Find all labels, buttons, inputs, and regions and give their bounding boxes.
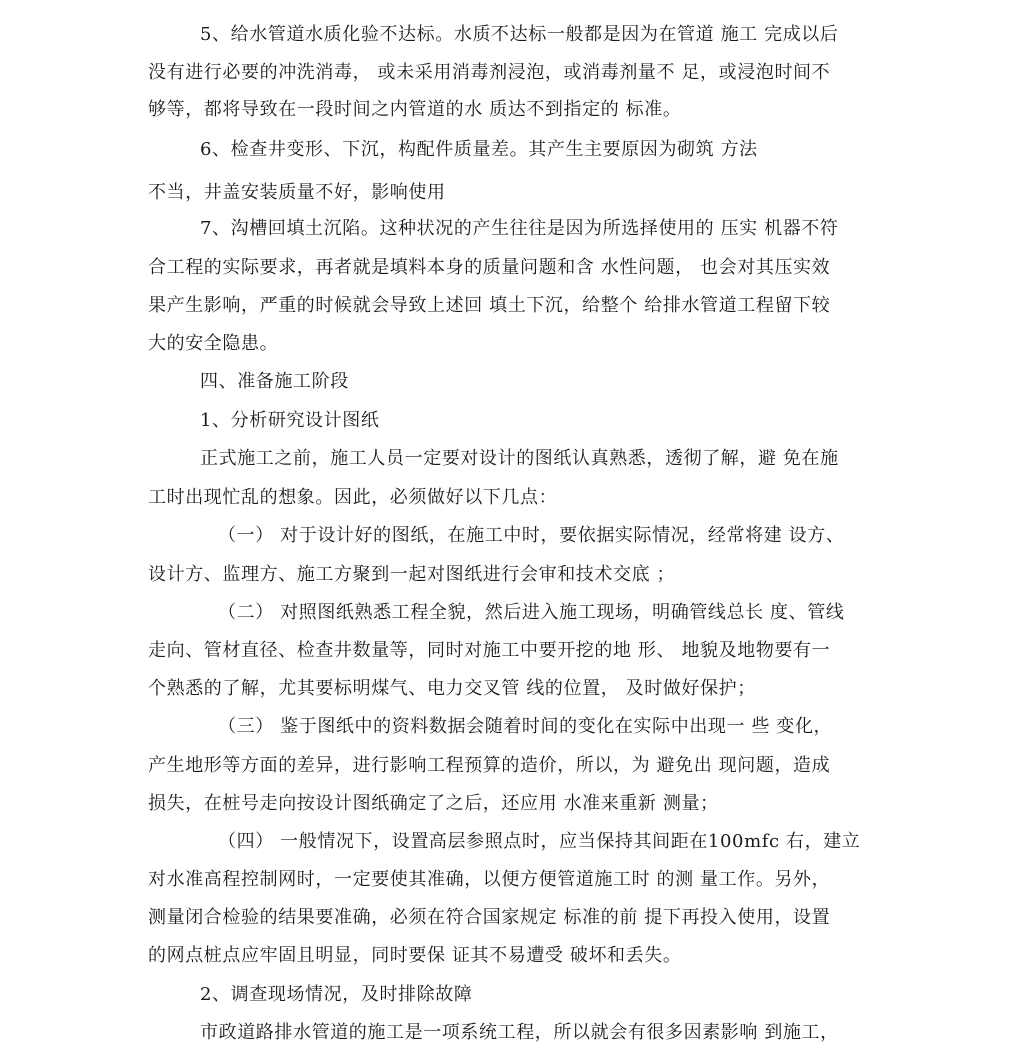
- list-item-line: 个熟悉的了解，尤其要标明煤气、电力交叉管 线的位置， 及时做好保护；: [148, 678, 756, 699]
- paragraph-line: 6、检查井变形、下沉，构配件质量差。其产生主要原因为砌筑 方法: [200, 139, 758, 160]
- paragraph-line: 7、沟槽回填土沉陷。这种状况的产生往往是因为所选择使用的 压实 机器不符: [200, 218, 839, 239]
- paragraph-line: 合工程的实际要求，再者就是填料本身的质量问题和含 水性问题， 也会对其压实效: [148, 257, 831, 278]
- paragraph-line: 不当，井盖安装质量不好，影响使用: [148, 182, 446, 203]
- paragraph-line: 工时出现忙乱的想象。因此，必须做好以下几点：: [148, 487, 558, 508]
- paragraph-line: 没有进行必要的冲洗消毒， 或未采用消毒剂浸泡，或消毒剂量不 足，或浸泡时间不: [148, 62, 831, 83]
- list-item-line: （四） 一般情况下，设置高层参照点时，应当保持其间距在100mfc 右，建立: [218, 831, 861, 852]
- paragraph-line: 大的安全隐患。: [148, 333, 279, 354]
- list-item-line: （二） 对照图纸熟悉工程全貌，然后进入施工现场，明确管线总长 度、管线: [218, 602, 845, 623]
- list-item-line: 设计方、监理方、施工方聚到一起对图纸进行会审和技术交底 ；: [148, 564, 676, 585]
- list-item-line: 走向、管材直径、检查井数量等，同时对施工中要开挖的地 形、 地貌及地物要有一: [148, 640, 831, 661]
- list-item-line: 的网点桩点应牢固且明显，同时要保 证其不易遭受 破坏和丢失。: [148, 945, 682, 966]
- paragraph-line: 正式施工之前，施工人员一定要对设计的图纸认真熟悉，透彻了解，避 免在施: [200, 448, 839, 469]
- list-item-line: 对水准高程控制网时，一定要使其准确，以便方便管道施工时 的测 量工作。另外，: [148, 869, 831, 890]
- list-item-line: （一） 对于设计好的图纸，在施工中时，要依据实际情况，经常将建 设方、: [218, 525, 845, 546]
- paragraph-line: 5、给水管道水质化验不达标。水质不达标一般都是因为在管道 施工 完成以后: [200, 24, 839, 45]
- list-item-line: 测量闭合检验的结果要准确，必须在符合国家规定 标准的前 提下再投入使用，设置: [148, 907, 831, 928]
- paragraph-line: 市政道路排水管道的施工是一项系统工程，所以就会有很多因素影响 到施工，: [200, 1022, 839, 1043]
- subsection-heading: 2、调查现场情况，及时排除故障: [200, 984, 473, 1005]
- list-item-line: 产生地形等方面的差异，进行影响工程预算的造价，所以，为 避免出 现问题，造成: [148, 755, 831, 776]
- list-item-line: 损失，在桩号走向按设计图纸确定了之后，还应用 水准来重新 测量；: [148, 793, 719, 814]
- paragraph-line: 果产生影响，严重的时候就会导致上述回 填土下沉，给整个 给排水管道工程留下较: [148, 295, 831, 316]
- subsection-heading: 1、分析研究设计图纸: [200, 410, 380, 431]
- paragraph-line: 够等，都将导致在一段时间之内管道的水 质达不到指定的 标准。: [148, 99, 682, 120]
- list-item-line: （三） 鉴于图纸中的资料数据会随着时间的变化在实际中出现一 些 变化，: [218, 716, 833, 737]
- section-heading: 四、准备施工阶段: [200, 371, 349, 392]
